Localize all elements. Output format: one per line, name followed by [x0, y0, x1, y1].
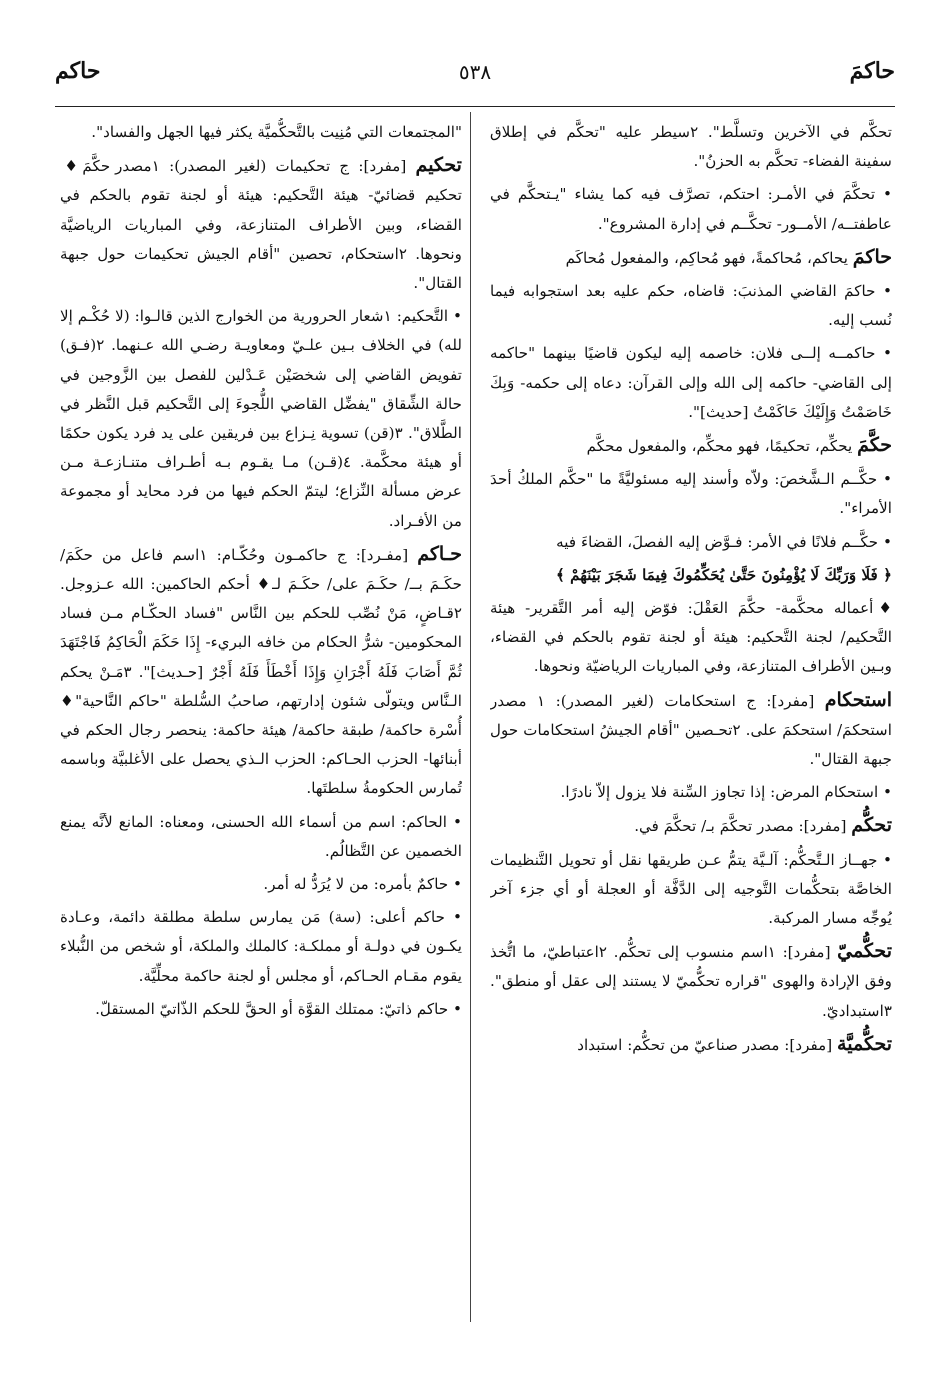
entry-definition: [مفرد]: مصدر صناعيّ من تحكُّم: استبداد [577, 1035, 838, 1054]
entry-definition: [مفرد]: ١اسم منسوب إلى تحكُّم. ٢اعتباطيّ، ما اتُّخذ وفق الإرادة والهوى "قراره تحكُّميّ لا يستند إلى عقل أو منطق". ٣استبداديّ. [490, 943, 892, 1020]
definition-text: • تحكَّمَ في الأمـر: احتكم، تصرَّف فيه كما يشاء "يـتحكَّم في عاطفتــه/ الأمــور- تحكَّــم في إدارة المشروع". [490, 185, 892, 233]
dictionary-entry [60, 540, 462, 804]
entry-headword: تحكُّم [851, 814, 892, 837]
running-head-left: حاكم [55, 58, 101, 84]
definition-text: • جهــاز الـتَّحكُّم: آلـيَّة يتمُّ عـن طريقها نقل أو تحويل التَّنظيمات الخاصَّة بتحكُّمات التَّوجيه إلى الدَّفَّة أو العجلة أو أي جزء آخر يُوجِّه مسار المركبة. [490, 850, 892, 928]
definition-text: • التَّحكيم: ١شعار الحرورية من الخوارج الذين قالـوا: (لا حُكْـم إلا لله) في الخلاف بـين علـيّ ومعاويـة رضـي الله عـنهما. ٢(فـق) تفويض القاضي إلى شخصَيْن عَـدْلين للفصل بين الزَّوجين في حالة الشِّقاق "يفضِّل القاضي اللُّجوءَ إلى التَّحكيم قبل النَّظر في الطَّلاق". ٣(قن) تسوية نِـزاع بين فريقين على يد فرد يكون حكمًا أو هيئة محكَّمة. ٤(قـن) مـا يقـوم بـه أطـراف متنـازعـة مـن عرض مسألة النِّزاع؛ ليتمّ الحكم فيها من فرد محايد أو مجموعة من الأفـراد. [60, 307, 462, 530]
definition-text: • حاكمــه إلــى فلان: خاصمه إليه ليكون قاضيًا بينهما "حاكمه إلى القاضي- حاكمه إلى الله وإلى القرآن: دعاه إلى حكمه- وَبِكَ خَاصَمْتُ وَإِلَيْكَ حَاكَمْتُ [حديث]". [490, 344, 892, 421]
dictionary-entry [490, 937, 892, 1026]
entry-definition: يحكِّم، تحكيمًا، فهو محكِّم، والمفعول محكَّم [586, 437, 858, 456]
definition-text: • الحاكم: اسم من أسماء الله الحسنى، ومعناه: المانع لأنَّه يمنع الخصمين عن التَّظالُم. [60, 812, 462, 860]
definition-text: • حكَّــم الـشَّخصَ: ولاّه وأسند إليه مسئوليَّةً ما "حكَّم الملكُ أحدَ الأمراء". [490, 470, 892, 518]
definition-text: • حكَّــم فلانًا في الأمر: فـوَّض إليه الفصلَ، القضاءَ فيه [556, 532, 892, 551]
definition-text: "المجتمعات التي مُنِيت بالتَّحكُّميَّة يكثر فيها الجهل والفساد". [91, 123, 462, 141]
entry-headword: حـاكم [417, 542, 462, 565]
definition-text: • استحكام المرض: إذا تجاوز السِّنة فلا يزول إلاّ نادرًا. [560, 783, 892, 802]
dictionary-entry [490, 686, 892, 775]
entry-headword: تحكيم [415, 154, 462, 177]
definition-text: • حاكمَ القاضي المذنبَ: قاضاه، حكم عليه بعد استجوابه فيما نُسب إليه. [490, 282, 892, 330]
dictionary-entry [490, 431, 892, 461]
column-separator [470, 112, 471, 1322]
page-header [55, 58, 895, 102]
dictionary-entry [490, 1030, 892, 1060]
entry-definition: [مفرد]: ج تحكيمات (لغير المصدر): ١مصدر حكَّمَ♦ تحكيم قضائيّ- هيئة التَّحكيم: هيئة أو لجنة تقوم بالحكم في القضاء، وبين الأطراف المتنازعة، وفي المباريات الرياضيَّة ونحوها. ٢استحكام، تحصين "أقام الجيش تحكيمات حول جبهة القتال". [60, 157, 462, 293]
entry-definition: [مفـرد]: ج حاكمـون وحُكّـام: ١اسم فاعل من حكَمَ/ حكَـمَ بــ/ حكَـمَ على/ حكَـمَ لـ♦ أحكم الحاكمين: الله عـزوجل. ٢قـاضٍ، مَنْ نُصِّب للحكم بين النَّاس "فساد الحكّـام مـن فساد المحكومين- شرُّ الحكام من خافه البريء- إِذَا حَكَمَ الْحَاكِمُ فَاجْتَهَدَ ثُمَّ أَصَابَ فَلَهُ أَجْرَانِ وَإِذَا أَخْطَأَ فَلَهُ أَجْرٌ [حـديث]". ٣مَـنْ يحكم الـنَّاس ويتولّى شئون إدارتهم، صاحبُ السُّلطة "حاكم النَّاحية"♦ أُسْرة حاكمة/ طبقة حاكمة/ هيئة حاكمة: ينحصر رجال الحكم في أبنائها- الحزب الحـاكم: الحزب الـذي يحصل على الأغلبيَّة وباسمه تُمارس الحكومةُ سلطتَها. [60, 545, 462, 798]
page-number: ٥٣٨ [458, 60, 492, 84]
left-column [60, 118, 462, 1338]
entry-definition: [مفرد]: مصدر تحكَّمَ بـ/ تحكَّمَ في. [634, 817, 852, 836]
entry-definition: يحاكم، مُحاكمةً، فهو مُحاكِم، والمفعول مُحاكَم [565, 248, 853, 267]
dictionary-entry [490, 243, 892, 273]
quran-verse: ﴿ فَلَا وَرَبِّكَ لَا يُؤْمِنُونَ حَتَّىٰ يُحَكِّمُوكَ فِيمَا شَجَرَ بَيْنَهُمْ ﴾ [556, 565, 892, 584]
definition-text: ♦أعماله محكَّمة- حكَّمَ العَقْلَ: فوّض إليه أمر التَّقرير- هيئة التَّحكيم/ لجنة التَّحكيم: هيئة أو لجنة تقوم بالحكم في القضاء، وبـين الأطراف المتنازعة، وفي المباريات الرياضيّة ونحوها. [490, 599, 892, 676]
entry-headword: حكَّمَ [857, 434, 892, 457]
entry-headword: استحكام [824, 688, 892, 711]
definition-text: تحكَّم في الآخرين وتسلَّط". ٢سيطر عليه "تحكَّم في إطلاق سفينة الفضاء- تحكَّم به الحزنُ". [490, 123, 892, 171]
entry-definition: [مفرد]: ج استحكامات (لغير المصدر): ١ مصدر استحكمَ/ استحكمَ على. ٢تحـصين "أقام الجيشُ استحكامات حول جبهة القتال". [490, 691, 892, 769]
entry-headword: تحكُّميَّة [837, 1032, 892, 1055]
definition-text: • حاكم أعلى: (سة) مَن يمارس سلطة مطلقة دائمة، وعـادة يكـون في دولـة أو مملكـة: كالملك والملكة، أو شخص من النُّبلاء يقوم مقـام الحـاكم، أو مجلس أو لجنة حاكمة محلِّيَّة. [60, 908, 462, 985]
header-rule [55, 106, 895, 107]
entry-headword: حاكمَ [852, 245, 892, 268]
definition-text: • حاكمٌ بأمره: من لا يُرَدُّ له أمر. [263, 875, 462, 894]
running-head-right: حاكمَ [849, 58, 895, 84]
definition-text: • حاكم ذاتيّ: ممتلك القوَّة أو الحقَّ للحكم الذّاتيّ المستقلّ. [95, 999, 462, 1018]
entry-headword: تحكُّميّ [837, 940, 892, 963]
dictionary-entry [490, 811, 892, 841]
dictionary-entry [60, 151, 462, 298]
right-column [490, 118, 892, 1338]
